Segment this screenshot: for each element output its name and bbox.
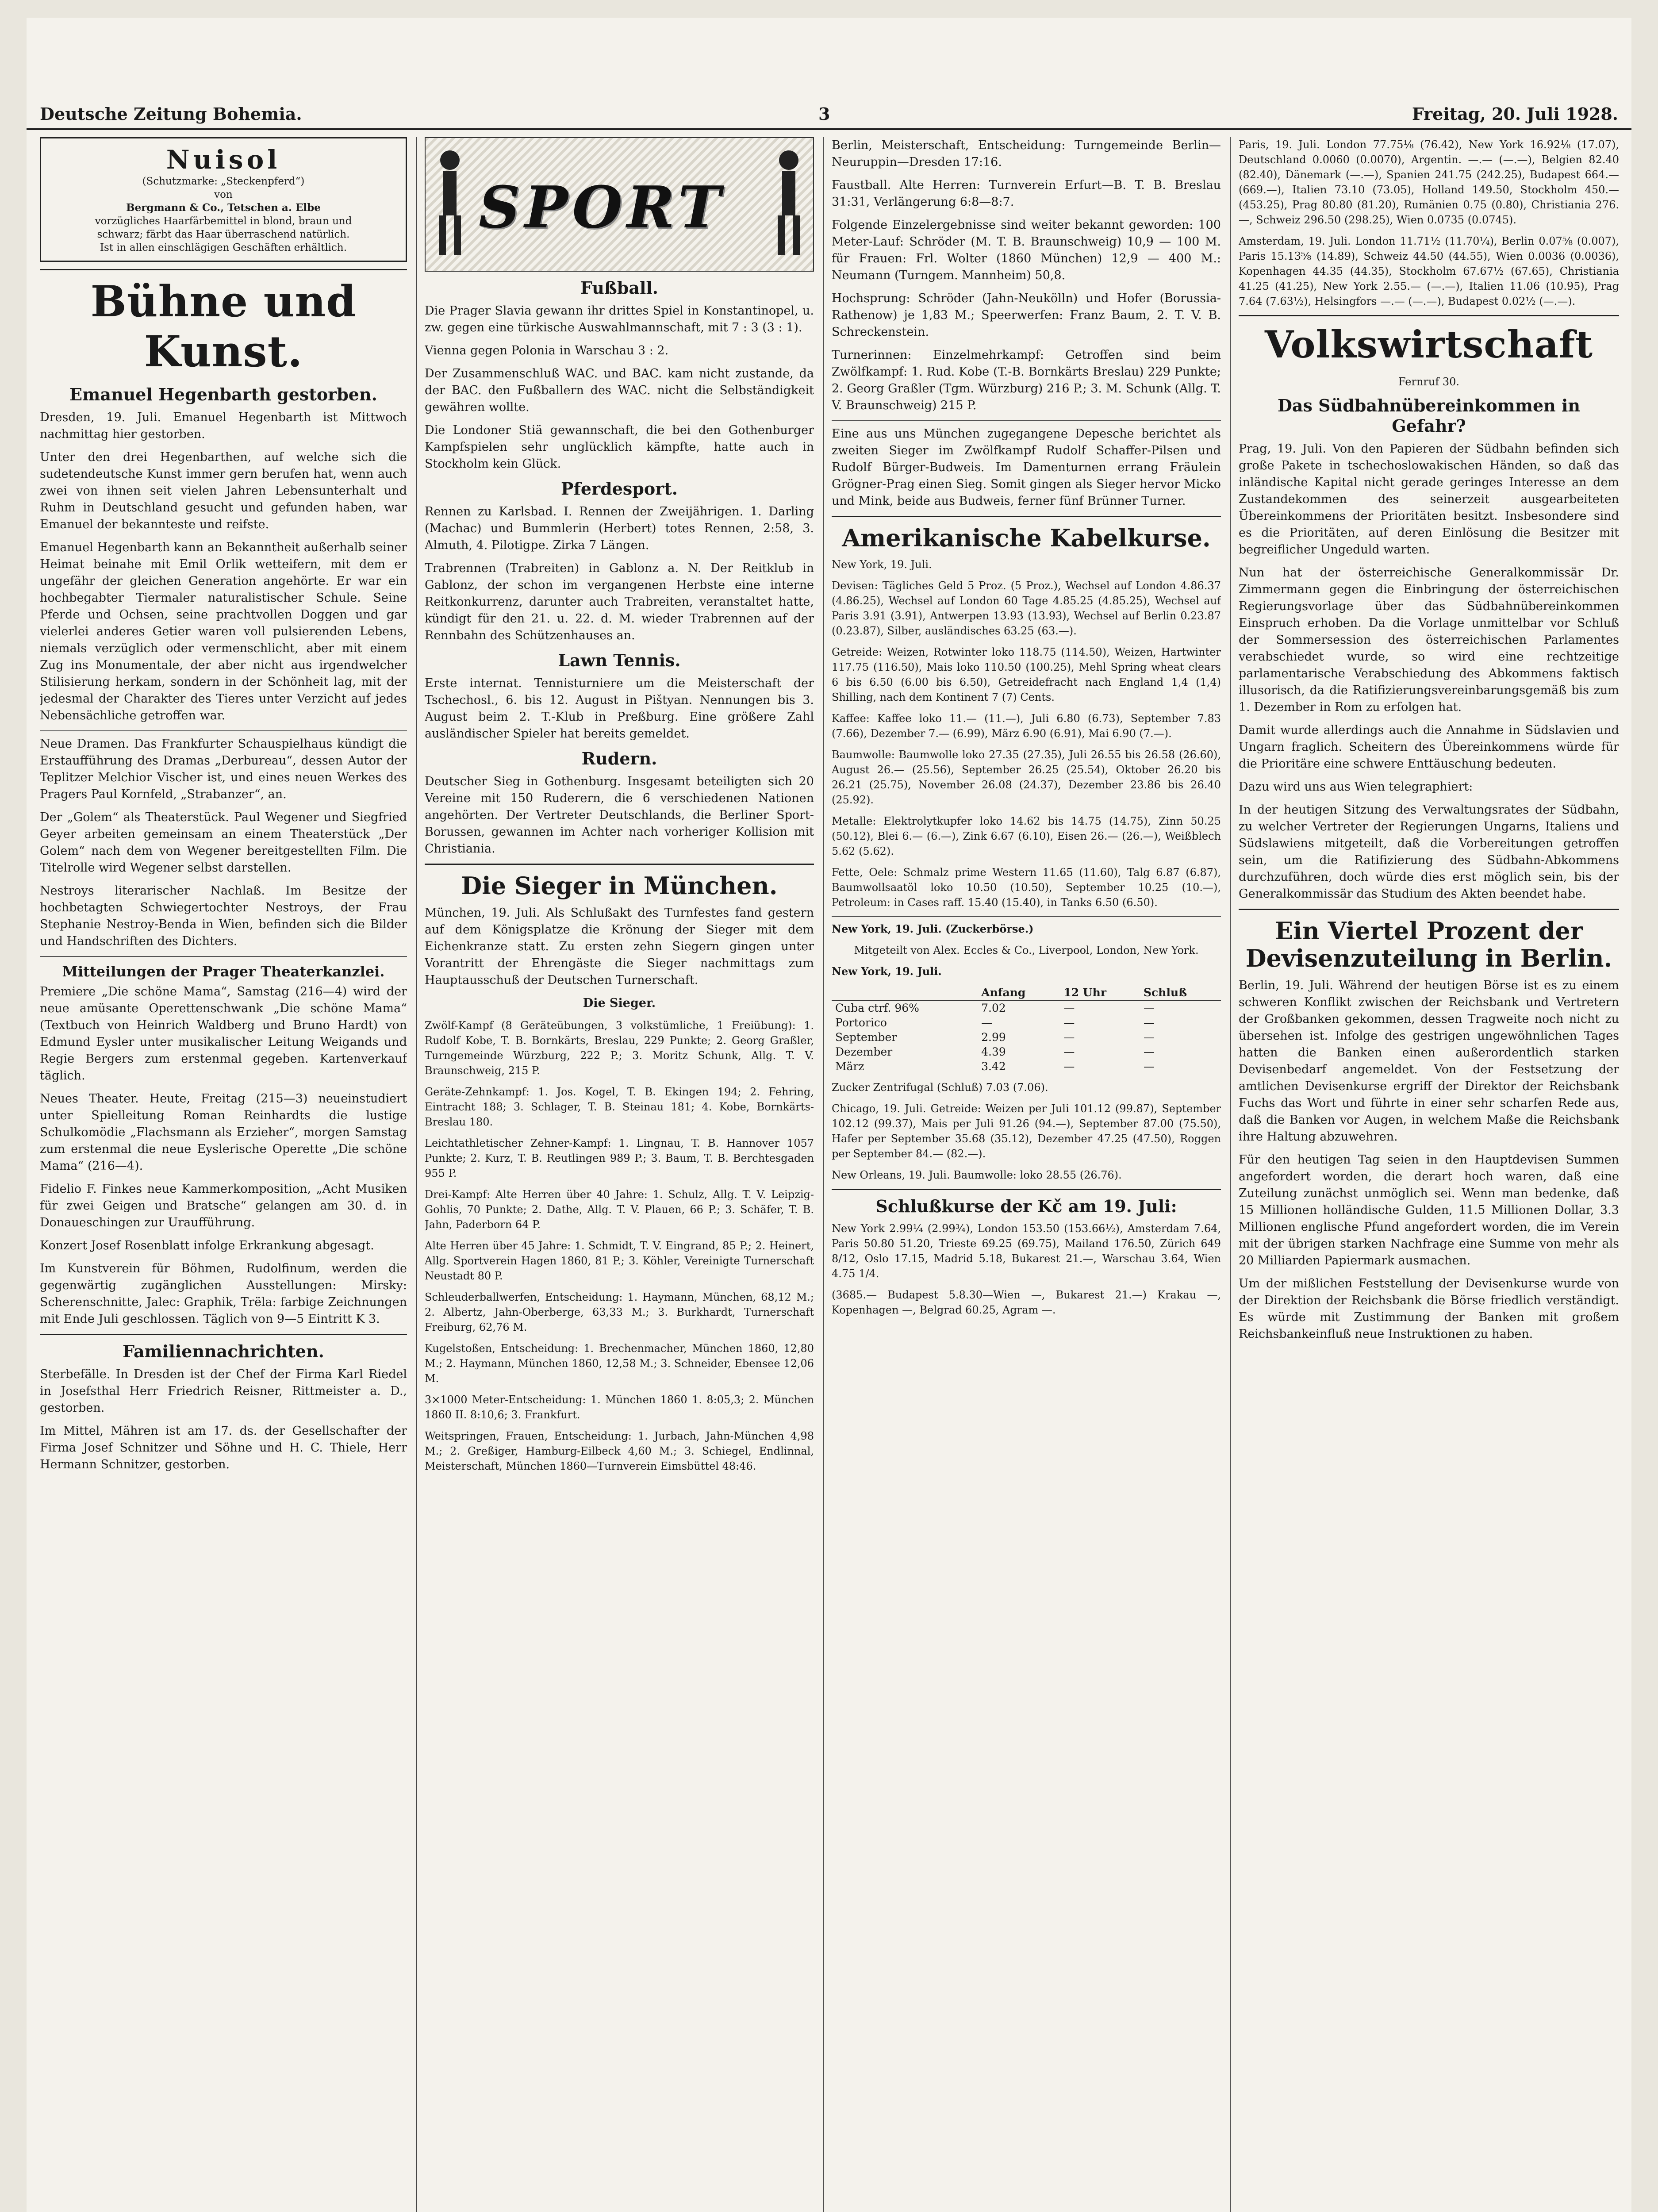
result-entry: Alte Herren über 45 Jahre: 1. Schmidt, T. V. Eingrand, 85 P.; 2. Heinert, Allg. Sportverein Hagen 1860, 81 P.; 3. Köhler, Vereinigte Turnerschaft Neustadt 80 P. <box>425 1240 814 1282</box>
news-item: Erste internat. Tennisturniere um die Meisterschaft der Tschechosl., 6. bis 12. August in Pištyan. Nennungen bis 3. August beim 2. T.-Klub in Preßburg. Eine größere Zahl ausländischer Spieler hat bereits gemeldet. <box>425 676 814 741</box>
market-subhead: New York, 19. Juli. <box>832 965 942 978</box>
column-header <box>832 985 978 1000</box>
table-cell: — <box>1063 1031 1075 1044</box>
news-item: Die Londoner Stiä gewannschaft, die bei den Gothenburger Kampfspielen sehr unglücklich kämpfte, hatte auch in Stockholm kein Glück. <box>425 423 814 471</box>
article-paragraph: Für den heutigen Tag seien in den Hauptdevisen Summen angefordert worden, die derart hoch waren, daß eine Zuteilung zunächst unmöglich sei. Wenn man bedenke, daß 15 Millionen holländische Gulden, 11.5 Millionen Dollar, 3.3 Millionen englische Pfund angefordert worden, die im Verein mit der übrigen starken Nachfrage eine Summe von mehr als 20 Milliarden Papiermark ausmachen. <box>1239 1153 1619 1267</box>
article-title: Ein Viertel Prozent der Devisenzuteilung in Berlin. <box>1245 917 1612 972</box>
result-entry: Weitspringen, Frauen, Entscheidung: 1. Jurbach, Jahn-München 4,98 M.; 2. Greßiger, Hamburg-Eilbeck 4,60 M.; 3. Schiegel, Endlinnal, Meisterschaft, München 1860—Turnverein Eimsbüttel 48:46. <box>425 1430 814 1472</box>
result-entry: Kugelstoßen, Entscheidung: 1. Brechenmacher, München 1860, 12,80 M.; 2. Haymann, München 1860, 12,58 M.; 3. Schneider, Ebensee 12,06 M. <box>425 1342 814 1385</box>
masthead <box>27 97 1631 130</box>
column-divider <box>416 137 417 2212</box>
subsection-title: Pferdesport. <box>561 479 678 499</box>
subsection-title: Lawn Tennis. <box>558 650 681 670</box>
section-note: Fernruf 30. <box>1398 376 1460 388</box>
paper-name: Deutsche Zeitung Bohemia. <box>40 104 302 124</box>
news-item: Im Kunstverein für Böhmen, Rudolfinum, werden die gegenwärtig zugänglichen Ausstellungen: Mirsky: Scherenschnitte, Jalec: Graphik, Trëla: farbige Zeichnungen mit Ende Juli geschlossen. Täglich von 9—5 Eintritt K 3. <box>40 1262 407 1326</box>
result-entry: Zwölf-Kampf (8 Geräteübungen, 3 volkstümliche, 1 Freiübung): 1. Rudolf Kobe, T. B. Bornkärts, Breslau, 229 Punkte; 2. Georg Graßler, Turngemeinde Würzburg, 222 P.; 3. Moritz Schunk, Allg. T. V. Braunschweig, 215 P. <box>425 1019 814 1077</box>
subsection-title: Familiennachrichten. <box>123 1341 324 1361</box>
article-title: Das Südbahnübereinkommen in Gefahr? <box>1277 396 1581 436</box>
market-item: Getreide: Weizen, Rotwinter loko 118.75 (114.50), Weizen, Hartwinter 117.75 (116.50), Mais loko 110.50 (100.25), Mehl Spring wheat clears 6 bis 6.50 (6.00 bis 6.50), Getreidefracht nach England 1,4 (1,4) Shilling, nach dem Kontinent 7 (7) Cents. <box>832 646 1221 703</box>
result-entry: Schleuderballwerfen, Entscheidung: 1. Haymann, München, 68,12 M.; 2. Albertz, Jahn-Oberberge, 63,33 M.; 3. Burkhardt, Turnerschaft Freiburg, 62,76 M. <box>425 1291 814 1333</box>
sugar-price-table <box>832 985 1221 1074</box>
subsection-title: Rudern. <box>581 749 657 768</box>
market-item: Devisen: Tägliches Geld 5 Proz. (5 Proz.), Wechsel auf London 4.86.37 (4.86.25), Wechsel auf London 60 Tage 4.85.25 (4.85.25), Wechsel auf Paris 3.91 (3.91), Antwerpen 13.93 (13.93), Wechsel auf Berlin 0.23.87 (0.23.87), Silber, ausländisches 63.25 (63.—). <box>832 580 1221 637</box>
nuisol-advertisement <box>40 137 407 262</box>
section-title-volkswirtschaft: Volkswirtschaft <box>1264 323 1593 366</box>
news-item: München, 19. Juli. Als Schlußakt des Turnfestes fand gestern auf dem Königsplatze die Krönung der Sieger mit dem Eichenkranze statt. Zu ersten zehn Siegern gingen unter Vorantritt der Ehrengäste die Sieger nachmittags zum Hauptausschuß der Deutschen Turnerschaft. <box>425 906 814 987</box>
column-divider <box>823 137 824 2212</box>
news-item: Turnerinnen: Einzelmehrkampf: Getroffen sind beim Zwölfkampf: 1. Rud. Kobe (T.-B. Bornkärts Breslau) 229 Punkte; 2. Georg Graßler (Tgm. Würzburg) 216 P.; 3. M. Schunk (Allg. T. V. Braunschweig) 215 P. <box>832 348 1221 412</box>
market-item: New York 2.99¼ (2.99¾), London 153.50 (153.66½), Amsterdam 7.64, Paris 50.80 51.20, Trieste 69.25 (69.75), Mailand 176.50, Zürich 649 8/12, Oslo 17.15, Madrid 5.18, Bukarest 21.—, Warschau 3.64, Wien 4.75 1/4. <box>832 1222 1221 1280</box>
ad-line: vorzügliches Haarfärbemittel in blond, braun und <box>95 215 352 227</box>
news-item: Die Prager Slavia gewann ihr drittes Spiel in Konstantinopel, u. zw. gegen eine türkische Auswahlmannschaft, mit 7 : 3 (3 : 1). <box>425 304 814 334</box>
subsection-title: Mitteilungen der Prager Theaterkanzlei. <box>62 963 385 980</box>
news-item: Nestroys literarischer Nachlaß. Im Besitze der hochbetagten Schwiegertochter Nestroys, der Frau Stephanie Nestroy-Benda in Wien, befinden sich die Bilder und Handschriften des Dichters. <box>40 884 407 948</box>
market-item: Amsterdam, 19. Juli. London 11.71½ (11.70¼), Berlin 0.07⅝ (0.007), Paris 15.13⅝ (14.89), Schweiz 44.50 (44.55), Wien 0.0036 (0.0036), Kopenhagen 44.35 (44.35), Stockholm 67.67½ (67.65), Christiania 41.25 (41.25), New York 2.55.— (—.—), Italien 11.06 (10.95), Prag 7.64 (7.63½), Helsingfors —.— (—.—), Budapest 0.02½ (—.—). <box>1239 235 1619 307</box>
news-item: Berlin, Meisterschaft, Entscheidung: Turngemeinde Berlin—Neuruppin—Dresden 17:16. <box>832 138 1221 169</box>
ad-line: Ist in allen einschlägigen Geschäften erhältlich. <box>100 242 347 253</box>
table-cell: 3.42 <box>981 1060 1006 1073</box>
table-cell: September <box>835 1031 897 1044</box>
table-cell: 4.39 <box>981 1045 1006 1058</box>
column-2 <box>425 137 814 2212</box>
table-header-row <box>832 985 1221 1000</box>
athlete-figure-icon <box>769 147 809 257</box>
market-note: Mitgeteilt von Alex. Eccles & Co., Liverpool, London, New York. <box>854 944 1199 956</box>
newspaper-page <box>27 18 1631 2212</box>
article-title: Die Sieger in München. <box>461 872 778 900</box>
market-item: Baumwolle: Baumwolle loko 27.35 (27.35), Juli 26.55 bis 26.58 (26.60), August 26.— (25.56), September 26.25 (25.54), Oktober 26.20 bis 26.21 (25.75), November 26.08 (24.37), Dezember 23.86 bis 26.40 (25.92). <box>832 749 1221 806</box>
article-paragraph: Dazu wird uns aus Wien telegraphiert: <box>1239 780 1473 794</box>
table-row <box>832 1059 1221 1074</box>
table-row <box>832 1030 1221 1045</box>
market-item: (3685.— Budapest 5.8.30—Wien —, Bukarest 21.—) Krakau —, Kopenhagen —, Belgrad 60.25, Agram —. <box>832 1289 1221 1316</box>
article-paragraph: Berlin, 19. Juli. Während der heutigen Börse ist es zu einem schweren Konflikt zwischen der Reichsbank und Vertretern der Großbanken gekommen, dessen Tragweite noch nicht zu übersehen ist. Infolge des gestrigen ungewöhnlichen Tages hatten die Banken einen außerordentlich starken Devisenbedarf angemeldet. Von der Festsetzung der amtlichen Devisenkurse ergriff der Direktor der Reichsbank Fuchs das Wort und führte in einer sehr scharfen Rede aus, daß die Banken vor Augen, in welchem Maße die Reichsbank ihre Haltung abzuwehren. <box>1239 979 1619 1144</box>
article-title: Schlußkurse der Kč am 19. Juli: <box>875 1196 1177 1216</box>
section-title-buehne: Bühne und Kunst. <box>90 276 357 376</box>
article-lead: Dresden, 19. Juli. Emanuel Hegenbarth ist Mittwoch nachmittag hier gestorben. <box>40 411 407 441</box>
ad-company: Bergmann & Co., Tetschen a. Elbe <box>126 202 321 214</box>
ad-maker: von <box>214 189 233 200</box>
news-item: Fidelio F. Finkes neue Kammerkomposition, „Acht Musiken für zwei Geigen und Bratsche“ gelangen am 30. d. in Donaueschingen zur Uraufführung. <box>40 1182 407 1229</box>
market-item: New Orleans, 19. Juli. Baumwolle: loko 28.55 (26.76). <box>832 1169 1122 1181</box>
market-item: Metalle: Elektrolytkupfer loko 14.62 bis 14.75 (14.75), Zinn 50.25 (50.12), Blei 6.— (6.—), Zink 6.67 (6.10), Eisen 26.— (26.—), Weißblech 5.62 (5.62). <box>832 815 1221 857</box>
subsection-title: Fußball. <box>580 278 659 298</box>
news-item: Konzert Josef Rosenblatt infolge Erkrankung abgesagt. <box>40 1239 374 1252</box>
table-cell: — <box>1144 1016 1155 1029</box>
article-paragraph: Um der mißlichen Feststellung der Devisenkurse wurde von der Direktion der Reichsbank die Börse friedlich verständigt. Es würde mit Zustimmung der Banken mit großem Reichsbankeinfluß neue Instruktionen zu haben. <box>1239 1277 1619 1341</box>
table-row <box>832 1000 1221 1015</box>
table-cell: Portorico <box>835 1016 887 1029</box>
news-item: Im Mittel, Mähren ist am 17. ds. der Gesellschafter der Firma Josef Schnitzer und Söhne und H. C. Thiele, Herr Hermann Schnitzer, gestorben. <box>40 1424 407 1471</box>
table-cell: Dezember <box>835 1045 893 1058</box>
market-item: Paris, 19. Juli. London 77.75⅛ (76.42), New York 16.92⅛ (17.07), Deutschland 0.0060 (0.0070), Argentin. —.— (—.—), Belgien 82.40 (82.40), Dänemark (—.—), Spanien 241.75 (242.25), Budapest 664.— (669.—), Italien 73.10 (73.05), Holland 149.50, Stockholm 450.— (453.25), Prag 80.80 (81.20), Rumänien 0.75 (0.80), Christiania 276.—, Schweiz 296.50 (298.25), Wien 0.0735 (0.0745). <box>1239 138 1619 226</box>
news-item: Deutscher Sieg in Gothenburg. Insgesamt beteiligten sich 20 Vereine mit 150 Ruderern, die 6 verschiedenen Nationen angehörten. Der Vertreter Deutschlands, die Berliner Sport-Borussen, gewannen im Achter nach vorheriger Kollision mit Christiania. <box>425 775 814 856</box>
article-paragraph: Prag, 19. Juli. Von den Papieren der Südbahn befinden sich große Pakete in tschechoslowakischen Händen, so daß das inländische Kapital nicht gerade geringes Interesse an dem Zustandekommen des seinerzeit ausgearbeiteten Übereinkommens der Prioritäten besitzt. Insbesondere sind es die Prioritäten, auf deren Einlösung die Besitzer mit begreiflicher Ungeduld warten. <box>1239 442 1619 557</box>
news-item: Neues Theater. Heute, Freitag (215—3) neueinstudiert unter Spielleitung Roman Reinhardts die lustige Schulkomödie „Flachsmann als Erzieher“, morgen Samstag zum erstenmal die neue Eyslerische Operette „Die schöne Mama“ (216—4). <box>40 1092 407 1173</box>
column-header: 12 Uhr <box>1060 985 1140 1000</box>
sport-header-illustration <box>425 137 814 272</box>
issue-date: Freitag, 20. Juli 1928. <box>1412 104 1618 124</box>
table-cell: — <box>1144 1045 1155 1058</box>
market-item: New York, 19. Juli. <box>832 558 932 571</box>
result-entry: 3×1000 Meter-Entscheidung: 1. München 1860 1. 8:05,3; 2. München 1860 II. 8:10,6; 3. Frankfurt. <box>425 1394 814 1421</box>
article-title: Emanuel Hegenbarth gestorben. <box>69 384 377 404</box>
news-item: Neue Dramen. Das Frankfurter Schauspielhaus kündigt die Erstaufführung des Dramas „Derbureau“, dessen Autor der Teplitzer Melchior Vischer ist, und eines neuen Werkes des Pragers Paul Kornfeld, „Strabanzer“, an. <box>40 737 407 801</box>
result-entry: Leichtathletischer Zehner-Kampf: 1. Lingnau, T. B. Hannover 1057 Punkte; 2. Kurz, T. B. Reutlingen 989 P.; 3. Baum, T. B. Berchtesgaden 955 P. <box>425 1137 814 1179</box>
column-3 <box>832 137 1221 2212</box>
ad-line: schwarz; färbt das Haar überraschend natürlich. <box>97 229 350 240</box>
news-item: Faustball. Alte Herren: Turnverein Erfurt—B. T. B. Breslau 31:31, Verlängerung 6:8—8:7. <box>832 178 1221 209</box>
article-paragraph: Damit wurde allerdings auch die Annahme in Südslavien und Ungarn fraglich. Scheitern des Übereinkommens würde für die Prioritäre eine schwere Enttäuschung bedeuten. <box>1239 723 1619 771</box>
news-item: Rennen zu Karlsbad. I. Rennen der Zweijährigen. 1. Darling (Machac) und Bummlerin (Herbert) totes Rennen, 2:58, 3. Almuth, 4. Pilotigpe. Zirka 7 Längen. <box>425 505 814 552</box>
table-row <box>832 1045 1221 1059</box>
news-item: Trabrennen (Trabreiten) in Gablonz a. N. Der Reitklub in Gablonz, der schon im vergangenen Herbste eine interne Reitkonkurrenz, darunter auch Trabreiten, veranstaltet hatte, kündigt für den 21. u. 22. d. M. wieder Trabrennen auf der Rennbahn des Schützenhauses an. <box>425 561 814 642</box>
table-cell: — <box>1144 1060 1155 1073</box>
market-note: Zucker Zentrifugal (Schluß) 7.03 (7.06). <box>832 1081 1048 1094</box>
column-header: Anfang <box>978 985 1060 1000</box>
page-number: 3 <box>818 104 830 124</box>
table-cell: — <box>1144 1031 1155 1044</box>
table-cell: 7.02 <box>981 1002 1006 1014</box>
article-paragraph: Nun hat der österreichische Generalkommissär Dr. Zimmermann gegen die Einbringung der österreichischen Regierungsvorlage über das Südbahnübereinkommen Einspruch erhoben. Da die Vorlage unmittelbar vor Schluß der Sommersession des österreichischen Parlamentes verabschiedet wurde, so wird eine rechtzeitige parlamentarische Verabschiedung des Abkommens faktisch illusorisch, da die Ratifizierungsvereinbarungsgemäß bis zum 1. Dezember in Rom zu erfolgen hat. <box>1239 566 1619 714</box>
table-cell: 2.99 <box>981 1031 1006 1044</box>
article-paragraph: Emanuel Hegenbarth kann an Bekanntheit außerhalb seiner Heimat beinahe mit Emil Orlik wetteifern, mit dem er ungefähr der gleichen Generation angehörte. Er war ein hochbegabter Tiermaler naturalistischer Schule. Seine Pferde und Ochsen, seine prachtvollen Doggen und gar vielerlei anderes Getier waren voll pulsierenden Lebens, niemals verzüglich oder vermenschlicht, aber mit einem Zug ins Monumentale, der aber nicht aus irgendwelcher Stilisierung herkam, sondern in der Schönheit lag, mit der jedesmal der Charakter des Tieres unter Verzicht auf jedes Nebensächliche getroffen war. <box>40 541 407 722</box>
news-item: Sterbefälle. In Dresden ist der Chef der Firma Karl Riedel in Josefsthal Herr Friedrich Reisner, Rittmeister a. D., gestorben. <box>40 1367 407 1415</box>
column-1 <box>40 137 407 2212</box>
news-item: Der „Golem“ als Theaterstück. Paul Wegener und Siegfried Geyer arbeiten gemeinsam an einem Theaterstück „Der Golem“ nach dem von Wegener bereitgestellten Film. Die Titelrolle wird Wegener selbst darstellen. <box>40 810 407 875</box>
sport-logo-text: SPORT <box>479 173 725 241</box>
athlete-figure-icon <box>430 147 470 257</box>
news-item: Eine aus uns München zugegangene Depesche berichtet als zweiten Sieger im Zwölfkampf Rudolf Schaffer-Pilsen und Rudolf Bürger-Budweis. Im Damenturnen errang Fräulein Grögner-Prag einen Sieg. Somit gingen als Sieger hervor Micko und Mink, beide aus Budweis, ferner fünf Brünner Turner. <box>832 427 1221 508</box>
table-cell: — <box>1063 1016 1075 1029</box>
column-header: Schluß <box>1140 985 1221 1000</box>
news-item: Premiere „Die schöne Mama“, Samstag (216—4) wird der neue amüsante Operettenschwank „Die schöne Mama“ (Textbuch von Heinrich Waldberg und Bruno Hardt) von Edmund Eysler unter musikalischer Leitung Weigands und Regie Bergers zum erstenmal gegeben. Kartenverkauf täglich. <box>40 985 407 1083</box>
table-cell: — <box>1063 1045 1075 1058</box>
column-4 <box>1239 137 1619 2212</box>
table-row <box>832 1015 1221 1030</box>
news-item: Der Zusammenschluß WAC. und BAC. kam nicht zustande, da der BAC. den Fußballern des WAC. nicht die Selbständigkeit gewähren wollte. <box>425 367 814 414</box>
market-item: Fette, Oele: Schmalz prime Western 11.65 (11.60), Talg 6.87 (6.87), Baumwollsaatöl loko 10.50 (10.50), September 10.25 (10.—), Petroleum: in Cases raff. 15.40 (15.40), in Tanks 6.50 (6.50). <box>832 866 1221 909</box>
table-cell: Cuba ctrf. 96% <box>835 1002 919 1014</box>
ad-trademark: (Schutzmarke: „Steckenpferd“) <box>142 176 305 187</box>
article-paragraph: Unter den drei Hegenbarthen, auf welche sich die sudetendeutsche Kunst immer gern berufen hat, wenn auch zwei von ihnen seit vielen Jahren Lebensunterhalt und Ruhm in Deutschland gesucht und gefunden haben, war Emanuel der bekannteste und reifste. <box>40 450 407 531</box>
column-divider <box>1230 137 1231 2212</box>
results-subhead: Die Sieger. <box>583 996 656 1010</box>
news-item: Folgende Einzelergebnisse sind weiter bekannt geworden: 100 Meter-Lauf: Schröder (M. T. B. Braunschweig) 10,9 — 100 M. für Frauen: Frl. Wolter (1860 München) 12,9 — 400 M.: Neumann (Turngem. Mannheim) 50,8. <box>832 218 1221 282</box>
result-entry: Drei-Kampf: Alte Herren über 40 Jahre: 1. Schulz, Allg. T. V. Leipzig-Gohlis, 70 Punkte; 2. Dathe, Allg. T. V. Plauen, 66 P.; 3. Schäfer, T. B. Jahn, Paderborn 64 P. <box>425 1188 814 1231</box>
table-cell: März <box>835 1060 864 1073</box>
table-cell: — <box>1063 1002 1075 1014</box>
table-cell: — <box>1144 1002 1155 1014</box>
news-item: Hochsprung: Schröder (Jahn-Neukölln) und Hofer (Borussia-Rathenow) je 1,83 M.; Speerwerfen: Franz Baum, 2. T. V. B. Schreckenstein. <box>832 292 1221 339</box>
market-item: Kaffee: Kaffee loko 11.— (11.—), Juli 6.80 (6.73), September 7.83 (7.66), Dezember 7.— (6.99), März 6.90 (6.91), Mai 6.90 (7.—). <box>832 712 1221 740</box>
table-cell: — <box>1063 1060 1075 1073</box>
ad-brand: Nuisol <box>166 145 281 175</box>
result-entry: Geräte-Zehnkampf: 1. Jos. Kogel, T. B. Ekingen 194; 2. Fehring, Eintracht 188; 3. Schlager, T. B. Steinau 181; 4. Kobe, Bornkärts-Breslau 180. <box>425 1086 814 1128</box>
news-item: Vienna gegen Polonia in Warschau 3 : 2. <box>425 344 669 357</box>
article-title: Amerikanische Kabelkurse. <box>842 524 1211 552</box>
market-item: Chicago, 19. Juli. Getreide: Weizen per Juli 101.12 (99.87), September 102.12 (99.37), Mais per Juli 91.26 (94.—), September 87.00 (75.50), Hafer per September 35.68 (35.12), Dezember 47.25 (47.50), Roggen per September 84.— (82.—). <box>832 1102 1221 1160</box>
table-cell: — <box>981 1016 993 1029</box>
article-paragraph: In der heutigen Sitzung des Verwaltungsrates der Südbahn, zu welcher Vertreter der Regierungen Ungarns, Italiens und Südslawiens mitgeteilt, daß die Vorbereitungen getroffen sein, um die Ratifizierung des Südbahn-Abkommens durchzuführen, doch würde dies erst möglich sein, bis der Generalkommissär das Studium des Akten beendet habe. <box>1239 803 1619 901</box>
market-subhead: New York, 19. Juli. (Zuckerbörse.) <box>832 922 1034 935</box>
